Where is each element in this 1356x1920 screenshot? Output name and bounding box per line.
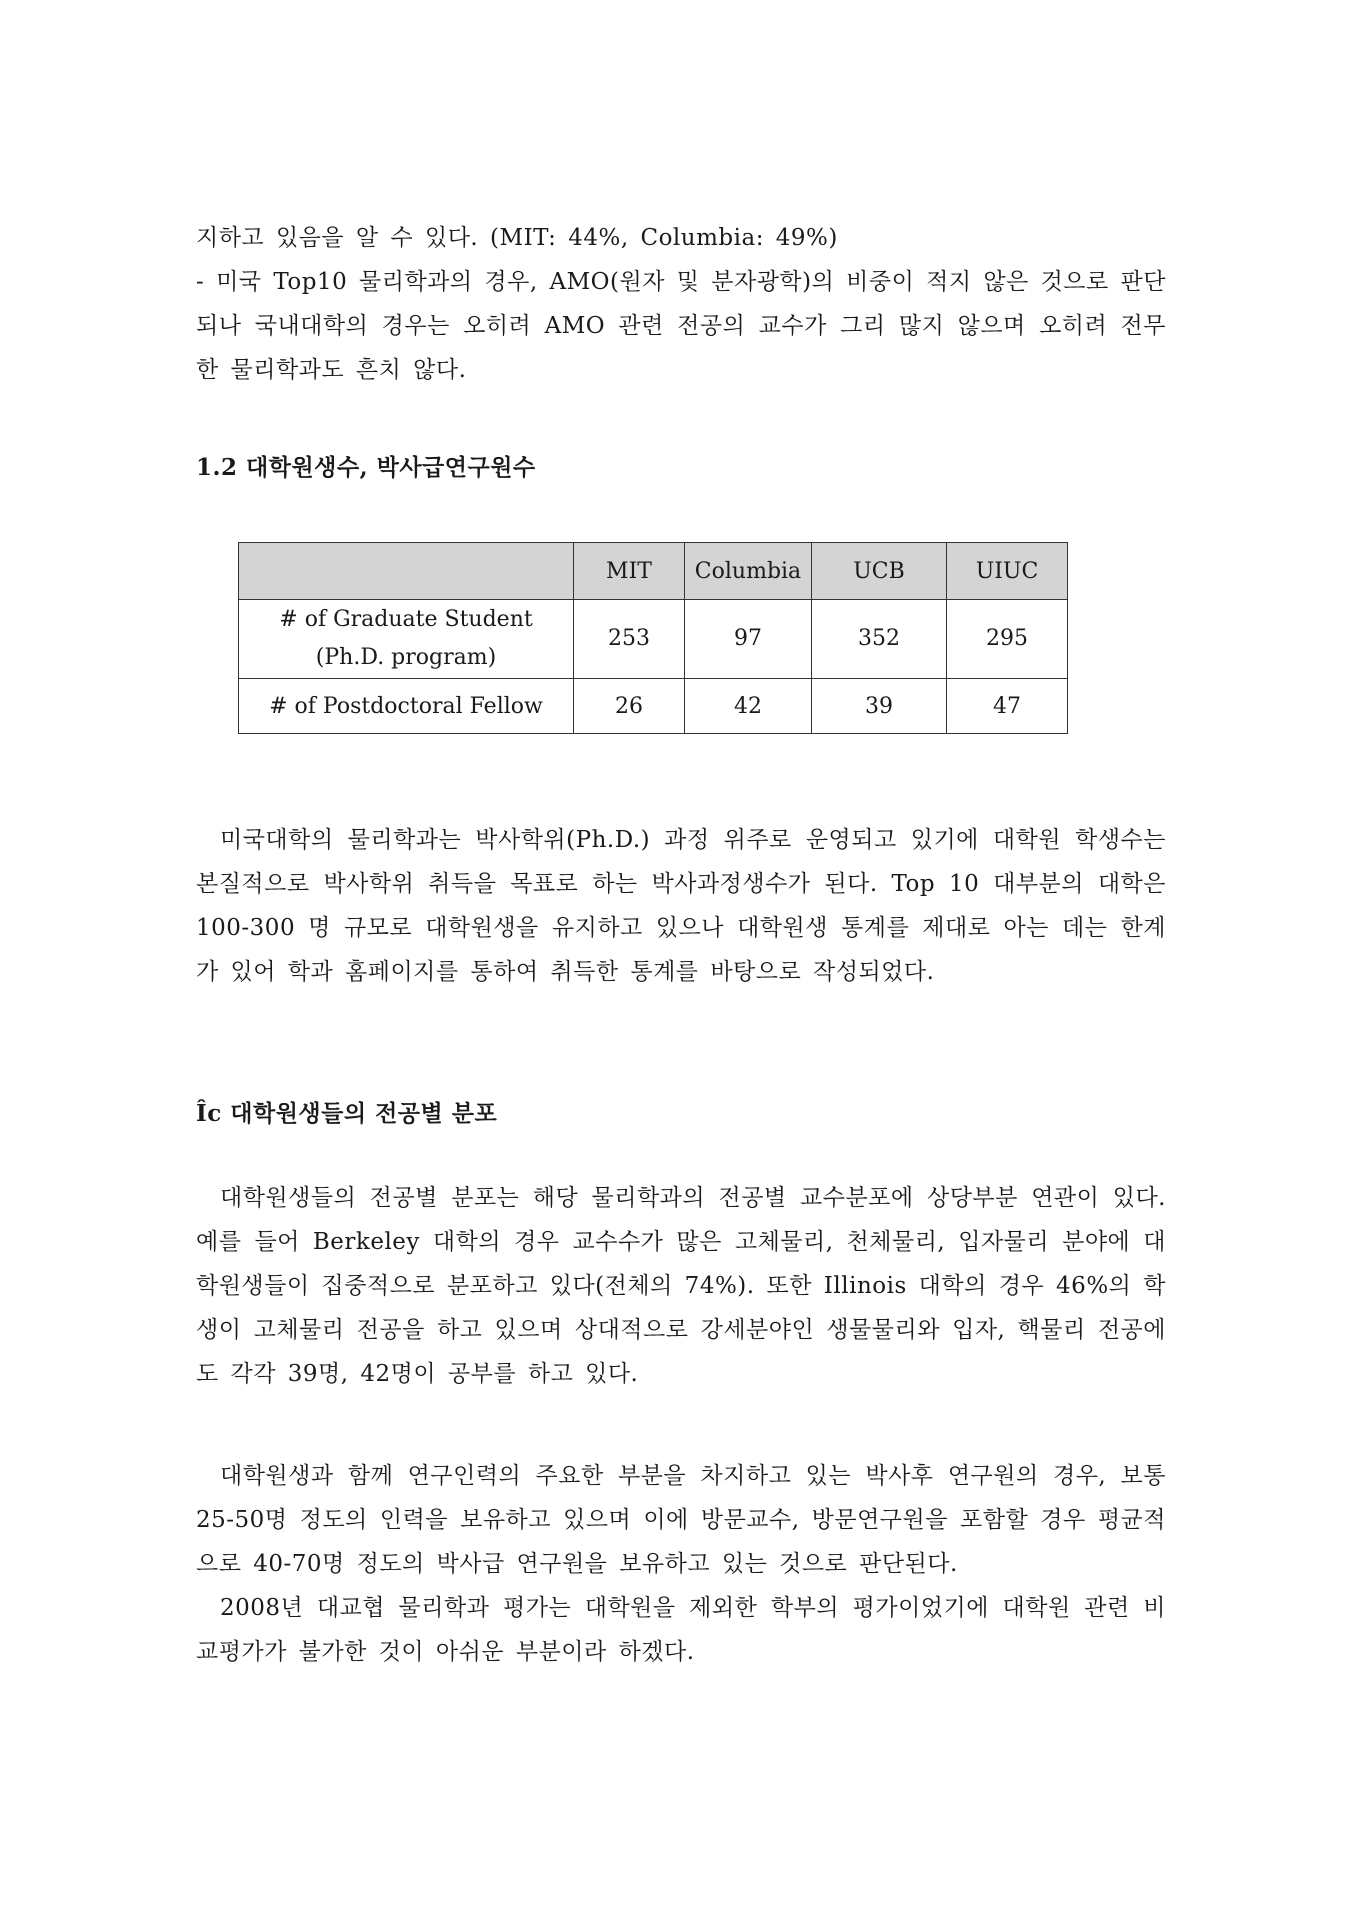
table-row [239, 679, 1068, 734]
paragraph: 대학원생들의 전공별 분포는 해당 물리학과의 전공별 교수분포에 상당부분 연관이 있다. 예를 들어 Berkeley 대학의 경우 교수수가 많은 고체물리, 천체물리, 입자물리 분야에 대학원생들이 집중적으로 분포하고 있다(전체의 74%). 또한 Illinois 대학의 경우 46%의 학생이 고체물리 전공을 하고 있으며 상대적으로 강세분야인 생물물리와 입자, 핵물리 전공에도 각각 39명, 42명이 공부를 하고 있다. [196, 1185, 1166, 1387]
section-heading: Îc 대학원생들의 전공별 분포 [196, 1100, 498, 1127]
postdoc-paragraph-section [196, 1454, 1166, 1674]
stats-table [238, 542, 1068, 734]
section-1-2 [196, 446, 1166, 490]
table-cell: 295 [947, 600, 1068, 679]
table-header-cell: MIT [574, 543, 685, 600]
table-row-label [239, 600, 574, 679]
table-header-cell: UCB [812, 543, 947, 600]
table-cell: 97 [685, 600, 812, 679]
distribution-paragraph-section [196, 1176, 1166, 1396]
paragraph: 미국대학의 물리학과는 박사학위(Ph.D.) 과정 위주로 운영되고 있기에 대학원 학생수는 본질적으로 박사학위 취득을 목표로 하는 박사과정생수가 된다. Top 10 대부분의 대학은 100-300 명 규모로 대학원생을 유지하고 있으나 대학원생 통계를 제대로 아는 데는 한계가 있어 학과 홈페이지를 통하여 취득한 통계를 바탕으로 작성되었다. [196, 827, 1166, 985]
table-cell: 47 [947, 679, 1068, 734]
table-header-cell: Columbia [685, 543, 812, 600]
table-cell: 352 [812, 600, 947, 679]
row-label-line: # of Graduate Student [279, 607, 533, 632]
table-row-label: # of Postdoctoral Fellow [239, 679, 574, 734]
table-cell: 253 [574, 600, 685, 679]
paragraph: 2008년 대교협 물리학과 평가는 대학원을 제외한 학부의 평가이었기에 대학원 관련 비교평가가 불가한 것이 아쉬운 부분이라 하겠다. [196, 1595, 1166, 1665]
table-cell: 26 [574, 679, 685, 734]
intro-line-1: 지하고 있음을 알 수 있다. (MIT: 44%, Columbia: 49%) [196, 225, 838, 251]
grad-paragraph-section [196, 818, 1166, 994]
table-row [239, 600, 1068, 679]
table-header-cell [239, 543, 574, 600]
table-cell: 42 [685, 679, 812, 734]
row-label-line: (Ph.D. program) [315, 645, 497, 670]
table-header-row [239, 543, 1068, 600]
intro-section [196, 216, 1166, 392]
paragraph: 대학원생과 함께 연구인력의 주요한 부분을 차지하고 있는 박사후 연구원의 경우, 보통 25-50명 정도의 인력을 보유하고 있으며 이에 방문교수, 방문연구원을 포함할 경우 평균적으로 40-70명 정도의 박사급 연구원을 보유하고 있는 것으로 판단된다. [196, 1463, 1166, 1577]
stats-table-container [238, 542, 1068, 734]
section-heading: 1.2 대학원생수, 박사급연구원수 [196, 454, 536, 481]
section-distribution [196, 1092, 1166, 1136]
intro-line-2: - 미국 Top10 물리학과의 경우, AMO(원자 및 분자광학)의 비중이 적지 않은 것으로 판단되나 국내대학의 경우는 오히려 AMO 관련 전공의 교수가 그리 많지 않으며 오히려 전무한 물리학과도 흔치 않다. [196, 269, 1166, 383]
table-header-cell: UIUC [947, 543, 1068, 600]
table-cell: 39 [812, 679, 947, 734]
